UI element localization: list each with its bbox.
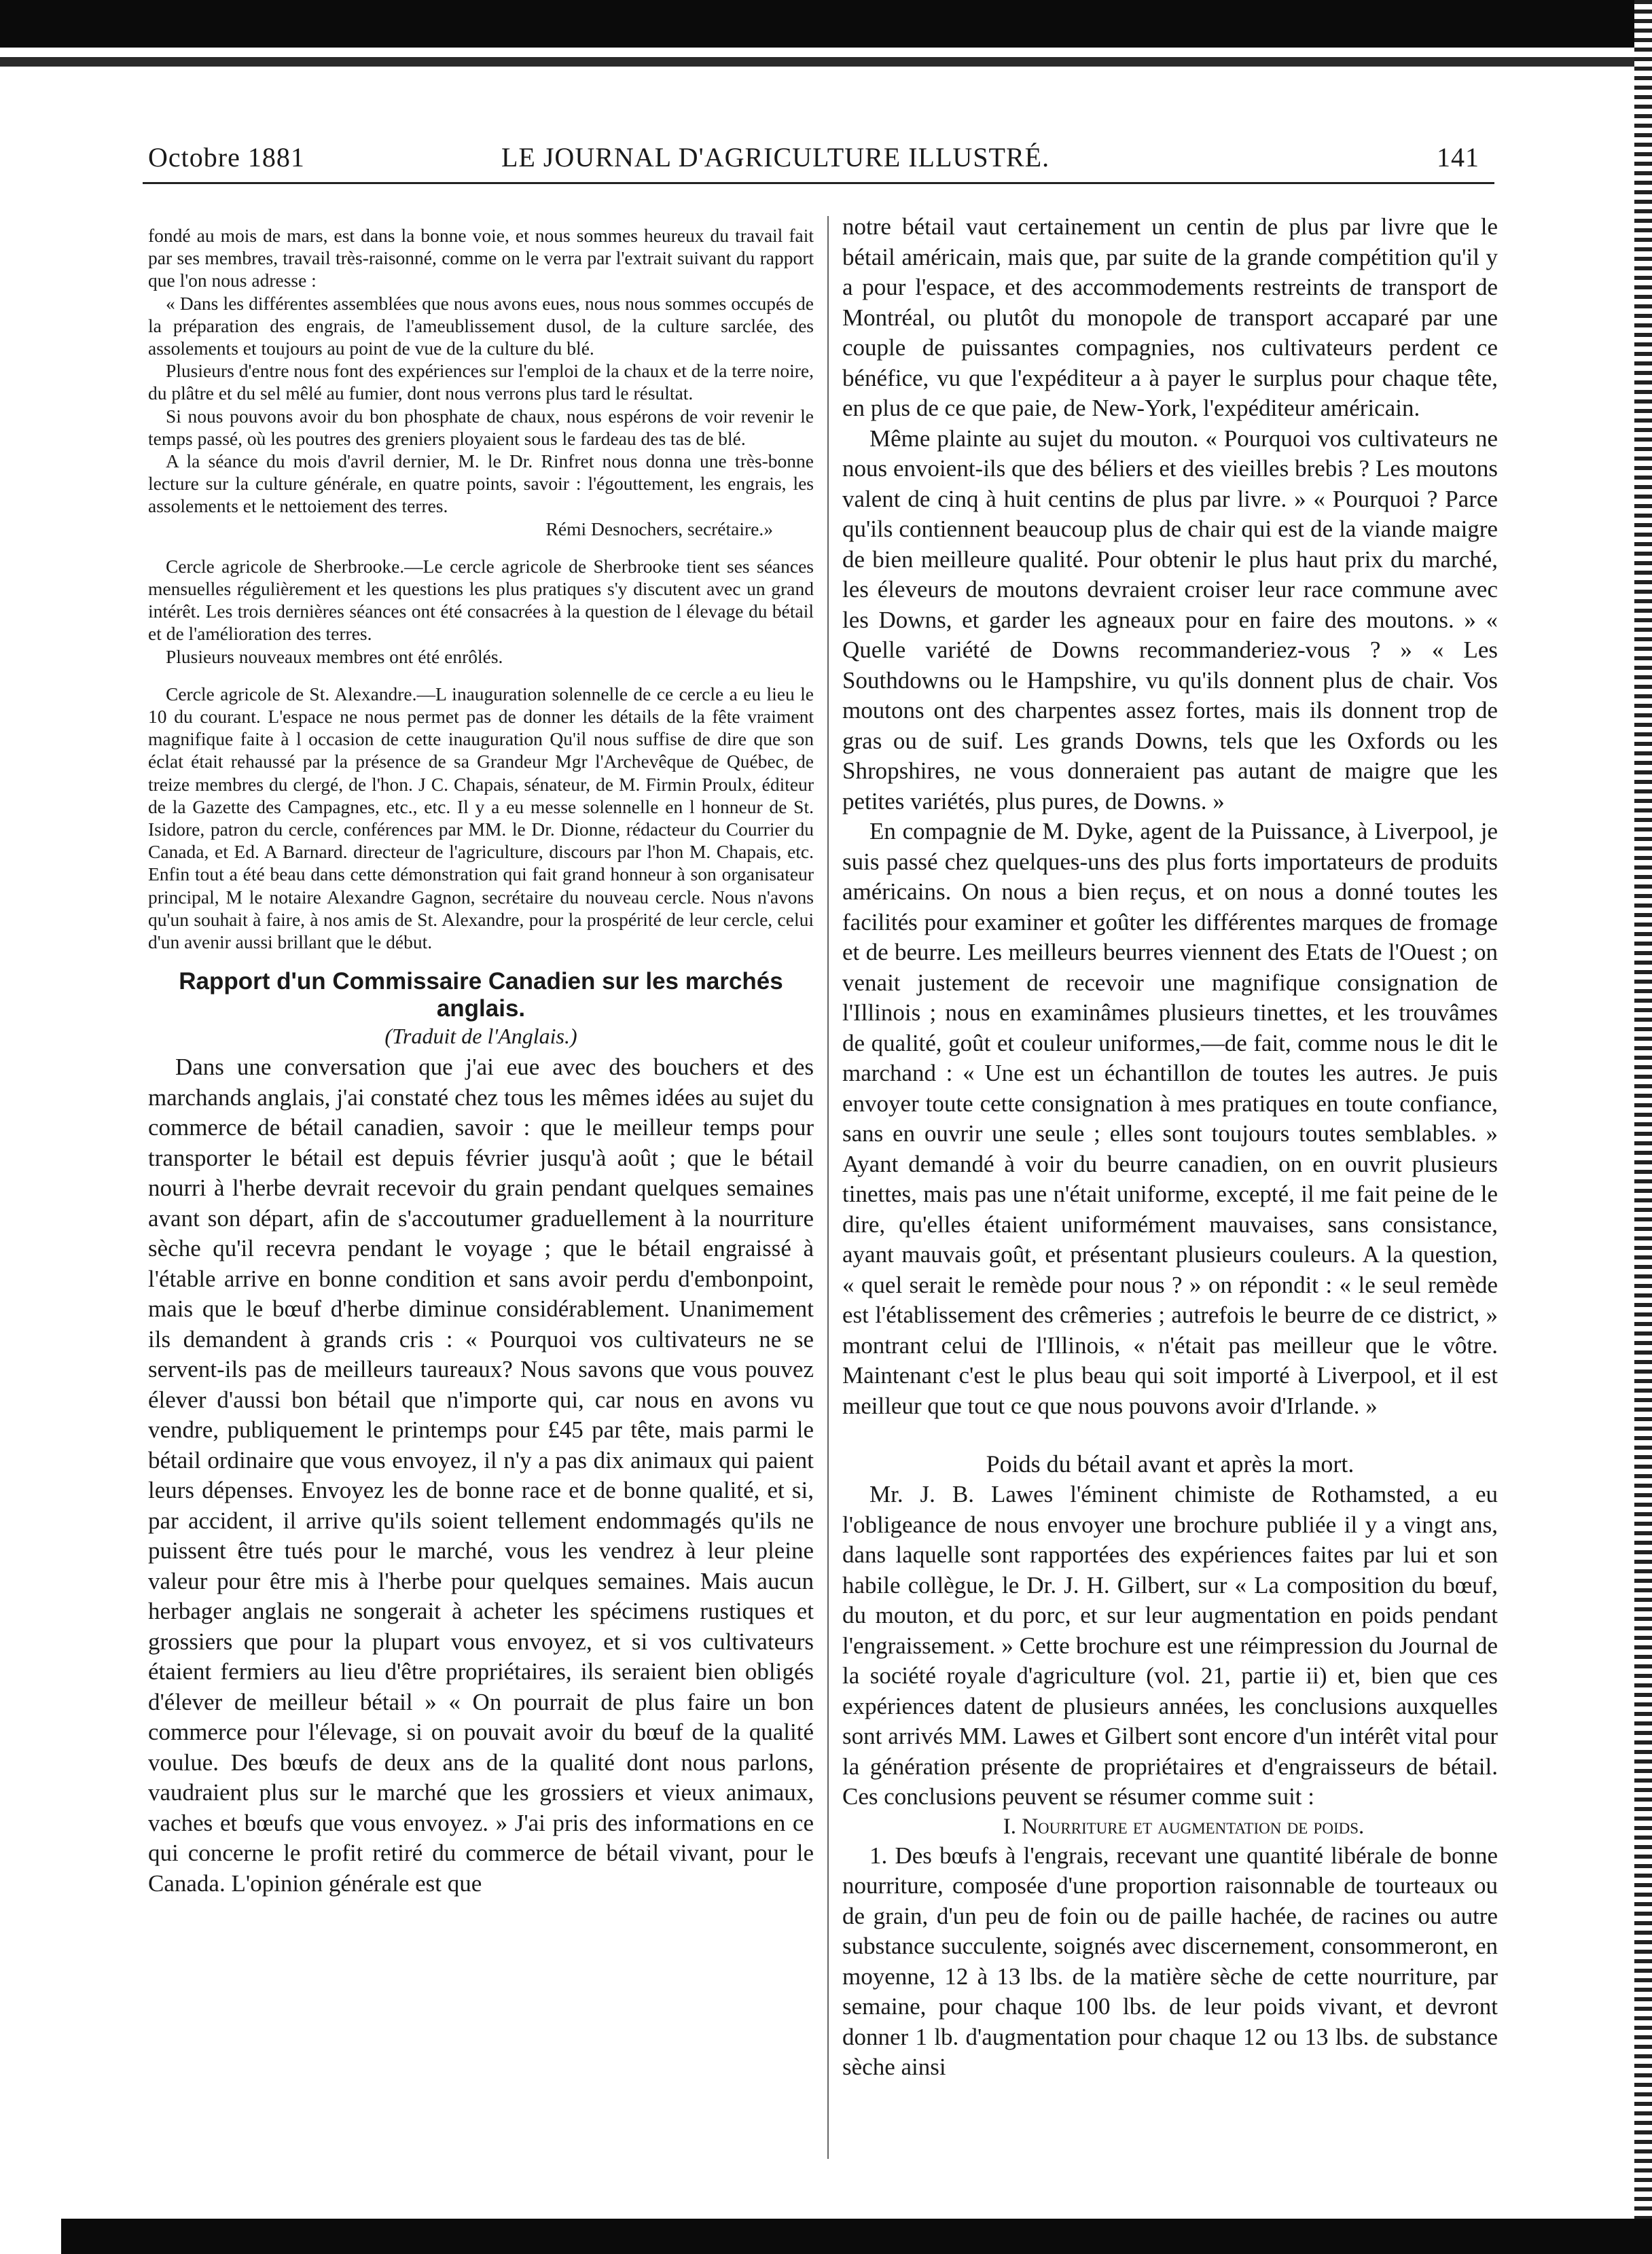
cercles-section bbox=[148, 224, 814, 953]
paragraph: Cercle agricole de Sherbrooke.—Le cercle agricole de Sherbrooke tient ses séances mensuelles régulièrement et les questions les plus pratiques s'y discutent avec un grand intérêt. Les trois dernières séances ont été consacrées à la question de l élevage du bétail et de l'amélioration des terres. bbox=[148, 555, 814, 645]
rapport-continued bbox=[842, 212, 1498, 1421]
poids-article bbox=[842, 1480, 1498, 2083]
section-subtitle: (Traduit de l'Anglais.) bbox=[384, 1024, 577, 1049]
paragraph: 1. Des bœufs à l'engrais, recevant une quantité libérale de bonne nourriture, composée d'une proportion raisonnable de tourteaux ou de grain, d'un peu de foin ou de paille hachée, de racines ou autre substance succulente, soignés avec discernement, consommeront, en moyenne, 12 à 13 lbs. de la matière sèche de cette nourriture, par semaine, pour chaque 100 lbs. de leur poids vivant, et devront donner 1 lb. d'augmentation pour chaque 12 ou 13 lbs. de substance sèche ainsi bbox=[842, 1842, 1498, 2080]
paragraph: Même plainte au sujet du mouton. « Pourquoi vos cultivateurs ne nous envoient-ils que des béliers et des vieilles brebis ? Les moutons valent de cinq à huit centins de plus par livre. » « Pourquoi ? Parce qu'ils contiennent beaucoup plus de chair qui est de la viande maigre de bien meilleure qualité. Pour obtenir le plus haut prix du marché, les éleveurs de moutons devraient croiser leur race commune avec les Downs, et garder les agneaux pour en faire des moutons. » « Quelle variété de Downs recommanderiez-vous ? » « Les Southdowns ou le Hampshire, vu qu'ils donnent plus de chair. Vos moutons ont des charpentes assez fortes, mais ils donnent trop de gras ou de suif. Les grands Downs, tels que les Oxfords ou les Shropshires, ne vous donneraient pas autant de maigre que les petites variétés, plus pures, de Downs. » bbox=[842, 425, 1498, 815]
issue-date: Octobre 1881 bbox=[148, 142, 305, 173]
page-header bbox=[148, 141, 1479, 182]
section-title: Poids du bétail avant et après la mort. bbox=[986, 1450, 1354, 1478]
paragraph: Si nous pouvons avoir du bon phosphate de chaux, nous espérons de voir revenir le temps passé, où les poutres des greniers ployaient sous le fardeau des tas de blé. bbox=[148, 405, 814, 449]
rapport-article bbox=[148, 1052, 814, 1899]
section-title: Rapport d'un Commissaire Canadien sur les marchés anglais. bbox=[179, 968, 783, 1022]
paragraph: fondé au mois de mars, est dans la bonne voie, et nous sommes heureux du travail fait par ses membres, travail très-raisonné, comme on le verra par l'extrait suivant du rapport que l'on nous adresse : bbox=[148, 225, 814, 291]
column-separator bbox=[827, 216, 829, 2159]
header-rule bbox=[143, 182, 1494, 184]
scan-border-top bbox=[0, 0, 1652, 48]
paragraph: Mr. J. B. Lawes l'éminent chimiste de Rothamsted, a eu l'obligeance de nous envoyer une brochure publiée il y a vingt ans, dans laquelle sont rapportées des expériences faites par lui et son habile collègue, le Dr. J. H. Gilbert, sur « La composition du bœuf, du mouton, et du porc, et sur leur augmentation en poids pendant l'engraissement. » Cette brochure est une réimpression du Journal de la société royale d'agriculture (vol. 21, partie ii) et, bien que ces expériences datent de plusieurs années, les conclusions auxquelles sont arrivés MM. Lawes et Gilbert sont encore d'un intérêt vital pour la génération présente de propriétaires et d'engraisseurs de bétail. Ces conclusions peuvent se résumer comme suit : bbox=[842, 1481, 1498, 1810]
paragraph: « Dans les différentes assemblées que nous avons eues, nous nous sommes occupés de la préparation des engrais, de l'ameublissement dusol, de la culture sarclée, des assolements et toujours au point de vue de la culture du blé. bbox=[148, 292, 814, 359]
left-column bbox=[148, 224, 814, 1899]
scan-border-right bbox=[1634, 0, 1652, 2254]
right-column bbox=[842, 212, 1498, 2083]
signature: Rémi Desnochers, secrétaire.» bbox=[545, 518, 773, 539]
page-number: 141 bbox=[1437, 142, 1479, 173]
journal-title: LE JOURNAL D'AGRICULTURE ILLUSTRÉ. bbox=[501, 142, 1050, 173]
paragraph: En compagnie de M. Dyke, agent de la Puissance, à Liverpool, je suis passé chez quelques-uns des plus forts importateurs de produits américains. On nous a bien reçus, et on nous a donné toutes les facilités pour examiner et goûter les différentes marques de fromage et de beurre. Les meilleurs beurres viennent des Etats de l'Ouest ; on venait justement de recevoir une magnifique consignation de l'Illinois ; nous en examinâmes plusieurs tinettes, et les trouvâmes de qualité, goût et couleur uniformes,—de fait, comme nous le dit le marchand : « Une est un échantillon de toutes les autres. Je puis envoyer toute cette consignation à mes pratiques en toute confiance, sans en ouvrir une seule ; elles sont toujours toutes semblables. » Ayant demandé à voir du beurre canadien, on en ouvrit plusieurs tinettes, mais pas une n'était uniforme, excepté, il me fait peine de le dire, qu'elles étaient uniformément mauvaises, sans consistance, ayant mauvais goût, et présentant plusieurs couleurs. A la question, « quel serait le remède pour nous ? » on répondit : « le seul remède est l'établissement des crêmeries ; autrefois le beurre de ce district, » montrant celui de l'Illinois, « n'était pas meilleur que le vôtre. Maintenant c'est le plus beau qui soit importé à Liverpool, et il est meilleur que tout ce que nous pouvons avoir d'Irlande. » bbox=[842, 818, 1498, 1419]
paragraph: notre bétail vaut certainement un centin de plus par livre que le bétail américain, mais que, par suite de la grande compétition qu'il y a pour l'espace, et des accommodements restreints de transport de Montréal, ou plutôt du monopole de transport accaparé par une couple de puissantes compagnies, nos cultivateurs perdent ce bénéfice, vu que l'expéditeur a à payer le surplus pour chaque tête, en plus de ce que paie, de New-York, l'expéditeur américain. bbox=[842, 213, 1498, 421]
scan-border-top-thin bbox=[0, 57, 1652, 67]
paragraph: Plusieurs nouveaux membres ont été enrôlés. bbox=[166, 645, 503, 667]
subheading: I. Nourriture et augmentation de poids. bbox=[1003, 1814, 1365, 1839]
paragraph: Plusieurs d'entre nous font des expériences sur l'emploi de la chaux et de la terre noire, du plâtre et du sel mêlé au fumier, dont nous verrons plus tard le résultat. bbox=[148, 360, 814, 404]
scan-border-bottom bbox=[61, 2219, 1652, 2254]
paragraph: A la séance du mois d'avril dernier, M. le Dr. Rinfret nous donna une très-bonne lecture sur la culture générale, en quatre points, savoir : l'égouttement, les engrais, les assolements et le nettoiement des terres. bbox=[148, 450, 814, 517]
paragraph: Dans une conversation que j'ai eue avec des bouchers et des marchands anglais, j'ai constaté chez tous les mêmes idées au sujet du commerce de bétail canadien, savoir : que le meilleur temps pour transporter le bétail est depuis février jusqu'à août ; que le bétail nourri à l'herbe devrait recevoir du grain pendant quelques semaines avant son départ, afin de s'accoutumer graduellement à la nourriture sèche qu'il recevra pendant le voyage ; que le bétail engraissé à l'étable arrive en bonne condition et sans avoir perdu d'embonpoint, mais que le bœuf d'herbe diminue considérablement. Unanimement ils demandent à grands cris : « Pourquoi vos cultivateurs ne se servent-ils pas de meilleurs taureaux? Nous savons que vous pouvez élever d'aussi bon bétail que n'importe qui, car nous en avons vu vendre, publiquement le printemps pour £45 par tête, mais parmi le bétail ordinaire que vous envoyez, il n'y a pas dix animaux qui paient leurs dépenses. Envoyez les de bonne race et de bonne qualité, et si, par accident, il arrive qu'ils soient tellement endommagés qu'ils ne puissent être tués pour le marché, vous les vendrez à leur pleine valeur pour être mis à l'herbe pour quelques semaines. Mais aucun herbager anglais ne songerait à acheter les spécimens rustiques et grossiers que pour la plupart vous envoyez, et si vos cultivateurs étaient fermiers au lieu d'être propriétaires, ils seraient bien obligés d'élever de meilleur bétail » « On pourrait de plus faire un bon commerce pour l'élevage, si on pouvait avoir du bœuf de la qualité voulue. Des bœufs de deux ans de la qualité dont nous parlons, vaudraient plus sur le marché que les grossiers et vieux animaux, vaches et bœufs que vous envoyez. » J'ai pris des informations en ce qui concerne le profit retiré du commerce de bétail vivant, pour le Canada. L'opinion générale est que bbox=[148, 1054, 814, 1897]
paragraph: Cercle agricole de St. Alexandre.—L inauguration solennelle de ce cercle a eu lieu le 10 du courant. L'espace ne nous permet pas de donner les détails de la fête vraiment magnifique faite à l occasion de cette inauguration Qu'il nous suffise de dire que son éclat était rehaussé par la présence de sa Grandeur Mgr l'Archevêque de Québec, de treize membres du clergé, de l'hon. J C. Chapais, sénateur, de M. Firmin Proulx, éditeur de la Gazette des Campagnes, etc., etc. Il y a eu messe solennelle en l honneur de St. Isidore, patron du cercle, conférences par MM. le Dr. Dionne, rédacteur du Courrier du Canada, et Ed. A Barnard. directeur de l'agriculture, discours par l'hon M. Chapais, etc. Enfin tout a été beau dans cette démonstration qui fait grand honneur à son organisateur principal, M le notaire Alexandre Gagnon, secrétaire du nouveau cercle. Nous n'avons qu'un souhait à faire, à nos amis de St. Alexandre, pour la prospérité de leur cercle, celui d'un avenir aussi brillant que le début. bbox=[148, 683, 814, 953]
